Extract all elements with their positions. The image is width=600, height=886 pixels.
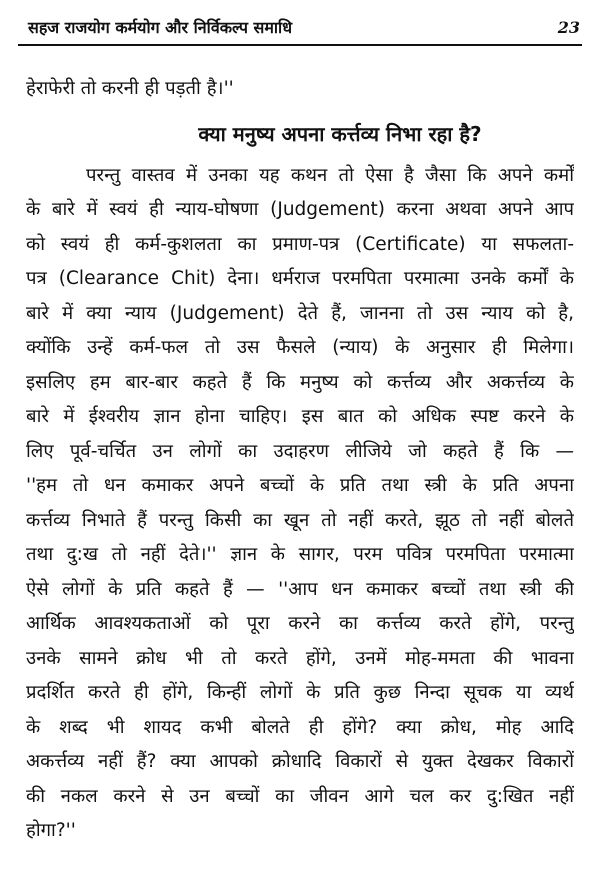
paragraph-line: ''हम तो धन कमाकर अपने बच्चों के प्रति तथा स्त्री के प्रति अपना [26,475,574,496]
paragraph-line: ऐसे लोगों के प्रति कहते हैं — ''आप धन कमाकर बच्चों तथा स्त्री की [26,578,574,600]
paragraph-line: की नकल करने से उन बच्चों का जीवन आगे चल कर दु:खित नहीं [26,785,574,807]
page-body [26,72,574,849]
paragraph-line: बारे में ईश्वरीय ज्ञान होना चाहिए। इस बात को अधिक स्पष्ट करने के [26,406,574,427]
paragraph-line: अकर्त्तव्य नहीं हैं? क्या आपको क्रोधादि विकारों से युक्त देखकर विकारों [26,751,574,772]
paragraph-line: क्योंकि उन्हें कर्म-फल तो उस फैसले (न्याय) के अनुसार ही मिलेगा। [26,337,574,358]
paragraph-line: प्रदर्शित करते ही होंगे, किन्हीं लोगों के प्रति कुछ निन्दा सूचक या व्यर्थ [26,682,574,703]
page-number: 23 [557,18,580,37]
paragraph-line: बारे में क्या न्याय (Judgement) देते हैं, जानना तो उस न्याय को है, [26,302,574,324]
paragraph-line: को स्वयं ही कर्म-कुशलता का प्रमाण-पत्र (Certificate) या सफलता- [26,233,574,255]
running-header [18,14,582,46]
continued-text-line: हेराफेरी तो करनी ही पड़ती है।'' [26,78,234,99]
paragraph-line: तथा दु:ख तो नहीं देते।'' ज्ञान के सागर, परम पवित्र परमपिता परमात्मा [26,544,574,565]
paragraph-line: इसलिए हम बार-बार कहते हैं कि मनुष्य को कर्त्तव्य और अकर्त्तव्य के [26,371,574,393]
paragraph-line: उनके सामने क्रोध भी तो करते होंगे, उनमें मोह-ममता की भावना [26,647,574,669]
paragraph-line: आर्थिक आवश्यकताओं को पूरा करने का कर्त्तव्य करते होंगे, परन्तु [26,613,574,634]
paragraph-line: होगा?'' [26,820,76,841]
paragraph-line: पत्र (Clearance Chit) देना। धर्मराज परमपिता परमात्मा उनके कर्मों के [26,268,574,289]
paragraph-line: के शब्द भी शायद कभी बोलते ही होंगे? क्या क्रोध, मोह आदि [26,716,574,738]
paragraph-line: कर्त्तव्य निभाते हैं परन्तु किसी का खून तो नहीं करते, झूठ तो नहीं बोलते [26,509,574,531]
body-paragraph [26,159,574,849]
paragraph-line: लिए पूर्व-चर्चित उन लोगों का उदाहरण लीजिये जो कहते हैं कि — [26,440,574,462]
paragraph-line: के बारे में स्वयं ही न्याय-घोषणा (Judgement) करना अथवा अपने आप [26,199,574,220]
book-title: सहज राजयोग कर्मयोग और निर्विकल्प समाधि [28,18,293,37]
paragraph-line: परन्तु वास्तव में उनका यह कथन तो ऐसा है जैसा कि अपने कर्मों [86,164,574,186]
section-heading: क्या मनुष्य अपना कर्त्तव्य निभा रहा है? [198,121,482,146]
